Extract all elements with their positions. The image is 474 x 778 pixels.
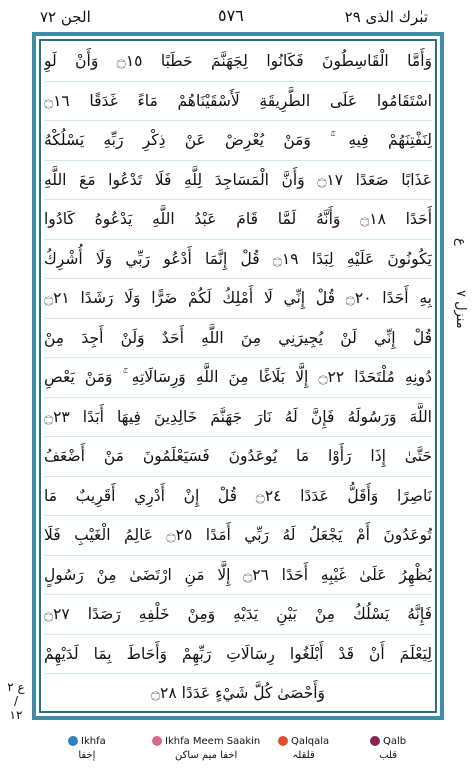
page-number: ٥٧٦ xyxy=(218,6,244,25)
verse-line: نَاصِرًا وَأَقَلُّ عَدَدًا ۝٢٤ قُلْ إِنْ أَدْرِي أَقَرِيبٌ مَا xyxy=(44,477,432,517)
verse-line: لِنَفْتِنَهُمْ فِيهِ ۚ وَمَنْ يُعْرِضْ عَنْ ذِكْرِ رَبِّهِ يَسْلُكْهُ xyxy=(44,121,432,161)
legend-label: Qalqala xyxy=(291,736,330,747)
juz-name: تبٰرك الذی ٢٩ xyxy=(344,8,428,26)
verse-line: لِيَعْلَمَ أَنْ قَدْ أَبْلَغُوا رِسَالَاتِ رَبِّهِمْ وَأَحَاطَ بِمَا لَدَيْهِمْ xyxy=(44,635,432,675)
qalb-color-dot xyxy=(370,736,380,746)
ruku-marker: ع xyxy=(453,238,468,246)
verse-lines xyxy=(44,42,432,710)
legend-arabic: إخفا xyxy=(78,750,96,761)
verse-line: يَكُونُونَ عَلَيْهِ لِبَدًا ۝١٩ قُلْ إِنَّمَا أَدْعُو رَبِّي وَلَا أُشْرِكُ xyxy=(44,240,432,280)
legend-label: Ikhfa Meem Saakin xyxy=(165,736,261,747)
legend-label: Qalb xyxy=(383,736,407,747)
tajweed-legend xyxy=(0,730,474,778)
ruku-count-marker: ع ٢ / ١٢ xyxy=(7,680,25,722)
page-header xyxy=(0,0,474,30)
verse-line: يُظْهِرُ عَلَىٰ غَيْبِهِ أَحَدًا ۝٢٦ إِلَّا مَنِ ارْتَضَىٰ مِنْ رَسُولٍ xyxy=(44,556,432,596)
legend-item-qalqala xyxy=(278,736,329,761)
verse-line: بِهِ أَحَدًا ۝٢٠ قُلْ إِنِّي لَا أَمْلِكُ لَكُمْ ضَرًّا وَلَا رَشَدًا ۝٢١ xyxy=(44,279,432,319)
ikhfa-color-dot xyxy=(68,736,78,746)
ikhfa-meem-color-dot xyxy=(152,736,162,746)
verse-line: قُلْ إِنِّي لَنْ يُجِيرَنِي مِنَ اللَّهِ أَحَدٌ وَلَنْ أَجِدَ مِنْ xyxy=(44,319,432,359)
verse-line: تُوعَدُونَ أَمْ يَجْعَلُ لَهُ رَبِّي أَمَدًا ۝٢٥ عَالِمُ الْغَيْبِ فَلَا xyxy=(44,516,432,556)
legend-item-ikhfa-meem-saakin xyxy=(152,736,260,761)
verse-line: حَتَّىٰ إِذَا رَأَوْا مَا يُوعَدُونَ فَسَيَعْلَمُونَ مَنْ أَضْعَفُ xyxy=(44,437,432,477)
verse-line: اسْتَقَامُوا عَلَى الطَّرِيقَةِ لَأَسْقَيْنَاهُمْ مَاءً غَدَقًا ۝١٦ xyxy=(44,82,432,122)
verse-line: وَأَحْصَىٰ كُلَّ شَيْءٍ عَدَدًا ۝٢٨ xyxy=(150,684,326,702)
legend-arabic: قلب xyxy=(379,750,398,761)
legend-arabic: قلقلہ xyxy=(292,750,315,761)
verse-line: دُونِهِ مُلْتَحَدًا ۝٢٢ إِلَّا بَلَاغًا مِنَ اللَّهِ وَرِسَالَاتِهِ ۚ وَمَنْ يَعْصِ xyxy=(44,358,432,398)
quran-page-frame xyxy=(32,32,444,720)
qalqala-color-dot xyxy=(278,736,288,746)
legend-item-qalb xyxy=(370,736,406,761)
verse-line: اللَّهَ وَرَسُولَهُ فَإِنَّ لَهُ نَارَ جَهَنَّمَ خَالِدِينَ فِيهَا أَبَدًا ۝٢٣ xyxy=(44,398,432,438)
manzil-label: منزل ٧ xyxy=(453,290,468,329)
surah-name: الجن ٧٢ xyxy=(40,8,91,26)
legend-arabic: اخفا میم ساکن xyxy=(175,750,238,761)
legend-label: Ikhfa xyxy=(81,736,106,747)
verse-line: فَإِنَّهُ يَسْلُكُ مِنْ بَيْنِ يَدَيْهِ وَمِنْ خَلْفِهِ رَصَدًا ۝٢٧ xyxy=(44,595,432,635)
legend-item-ikhfa xyxy=(68,736,106,761)
verse-line: عَذَابًا صَعَدًا ۝١٧ وَأَنَّ الْمَسَاجِدَ لِلَّهِ فَلَا تَدْعُوا مَعَ اللَّهِ xyxy=(44,161,432,201)
verse-line: وَأَمَّا الْقَاسِطُونَ فَكَانُوا لِجَهَنَّمَ حَطَبًا ۝١٥ وَأَنْ لَوِ xyxy=(44,42,432,82)
verse-line: أَحَدًا ۝١٨ وَأَنَّهُ لَمَّا قَامَ عَبْدُ اللَّهِ يَدْعُوهُ كَادُوا xyxy=(44,200,432,240)
